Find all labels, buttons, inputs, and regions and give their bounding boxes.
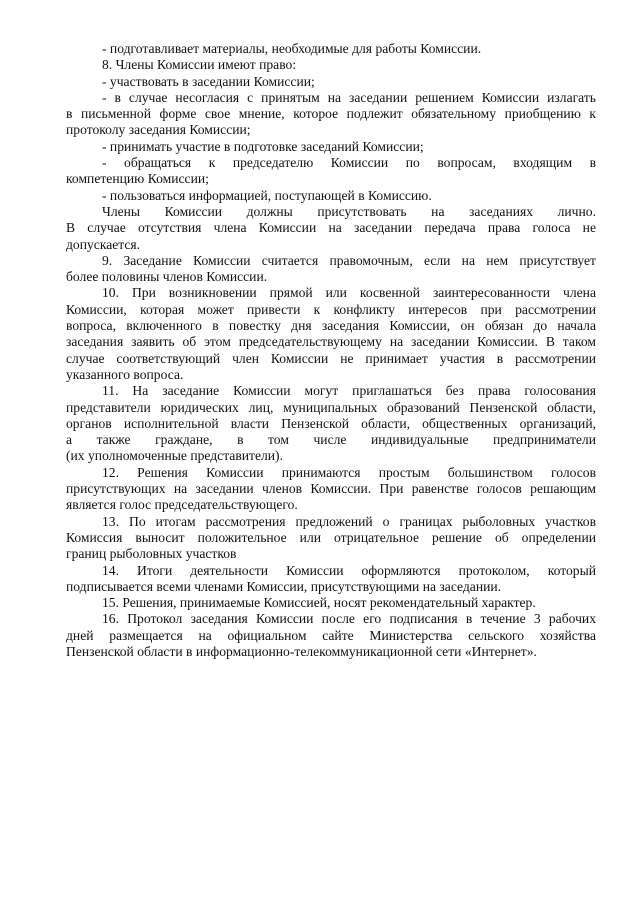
document-text-line: Комиссия выносит положительное или отрицательное решение об определении [66, 529, 596, 545]
document-text-line: дней размещается на официальном сайте Министерства сельского хозяйства [66, 627, 596, 643]
document-text-line: компетенцию Комиссии; [66, 171, 209, 187]
document-text-line: случае соответствующий член Комиссии не принимает участия в рассмотрении [66, 350, 596, 366]
document-text-line: (их уполномоченные представители). [66, 448, 283, 464]
document-text-line: указанного вопроса. [66, 366, 184, 382]
document-text-line: является голос председательствующего. [66, 497, 298, 513]
document-text-line: В случае отсутствия члена Комиссии на заседании передача права голоса не [66, 220, 596, 236]
document-text-line: 16. Протокол заседания Комиссии после его подписания в течение 3 рабочих [102, 611, 596, 627]
document-text-line: - принимать участие в подготовке заседаний Комиссии; [102, 138, 424, 154]
document-text-line: подписывается всеми членами Комиссии, присутствующими на заседании. [66, 578, 502, 594]
document-text-line: 14. Итоги деятельности Комиссии оформляются протоколом, который [102, 562, 596, 578]
document-text-line: Члены Комиссии должны присутствовать на заседаниях лично. [102, 203, 596, 219]
document-text-line: заседания заявить об этом председательствующему на заседании Комиссии. В таком [66, 334, 596, 350]
document-text-line: а также граждане, в том числе индивидуальные предприниматели [66, 432, 596, 448]
document-text-line: вопроса, включенного в повестку дня заседания Комиссии, он обязан до начала [66, 318, 596, 334]
document-text-line: границ рыболовных участков [66, 546, 237, 562]
document-text-line: 8. Члены Комиссии имеют право: [102, 57, 297, 73]
document-text-line: - пользоваться информацией, поступающей в Комиссию. [102, 187, 432, 203]
document-text-line: протоколу заседания Комиссии; [66, 122, 251, 138]
document-text-line: 15. Решения, принимаемые Комиссией, носят рекомендательный характер. [102, 595, 536, 611]
document-text-line: 11. На заседание Комиссии могут приглашаться без права голосования [102, 383, 596, 399]
document-text-line: 13. По итогам рассмотрения предложений о границах рыболовных участков [102, 513, 596, 529]
document-text-line: 12. Решения Комиссии принимаются простым большинством голосов [102, 464, 596, 480]
document-text-line: в письменной форме свое мнение, которое подлежит обязательному приобщению к [66, 106, 596, 122]
document-text-line: допускается. [66, 236, 141, 252]
document-text-line: - участвовать в заседании Комиссии; [102, 73, 315, 89]
document-text-line: представители юридических лиц, муниципальных образований Пензенской области, [66, 399, 596, 415]
document-text-line: более половины членов Комиссии. [66, 269, 268, 285]
document-text-line: органов исполнительной власти Пензенской области, общественных организаций, [66, 415, 596, 431]
document-text-line: - подготавливает материалы, необходимые для работы Комиссии. [102, 41, 482, 56]
document-text-line: - обращаться к председателю Комиссии по вопросам, входящим в [102, 155, 596, 171]
document-text-line: - в случае несогласия с принятым на заседании решением Комиссии излагать [102, 89, 596, 105]
document-page [66, 41, 596, 660]
document-text-line: Комиссии, которая может привести к конфликту интересов при рассмотрении [66, 301, 596, 317]
document-text-line: 10. При возникновении прямой или косвенной заинтересованности члена [102, 285, 596, 301]
document-text-line: Пензенской области в информационно-телекоммуникационной сети «Интернет». [66, 643, 537, 659]
document-text-line: присутствующих на заседании членов Комиссии. При равенстве голосов решающим [66, 481, 596, 497]
document-text-line: 9. Заседание Комиссии считается правомочным, если на нем присутствует [102, 252, 596, 268]
